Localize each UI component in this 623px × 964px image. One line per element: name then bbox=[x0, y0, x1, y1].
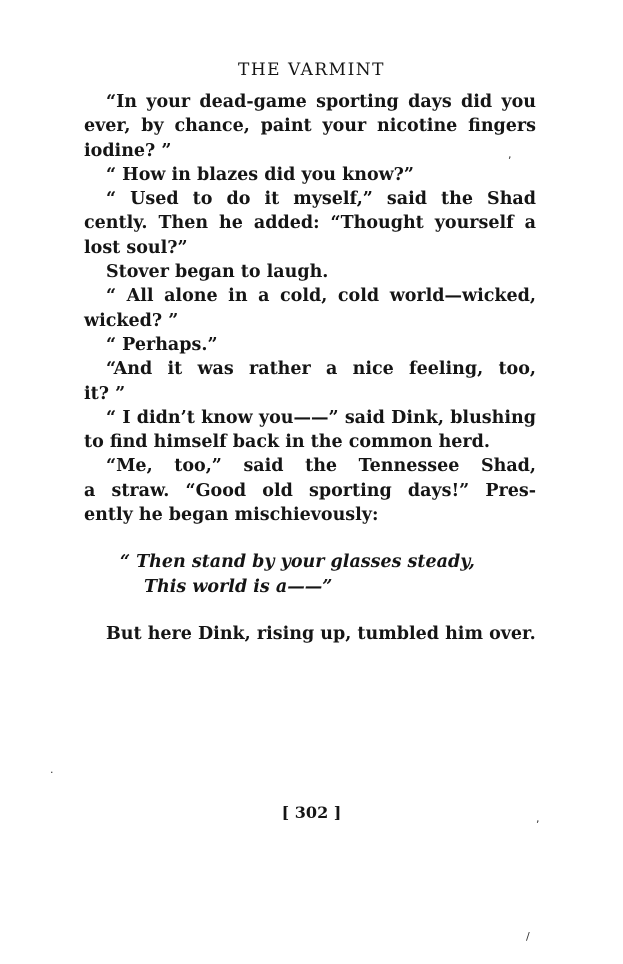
text-line: ever, by chance, paint your nicotine fingers bbox=[84, 116, 536, 137]
text-line: Stover began to laugh. bbox=[106, 262, 329, 283]
text-line: “ How in blazes did you know?” bbox=[106, 164, 415, 185]
text-line: lost soul?” bbox=[84, 237, 188, 258]
text-line: to find himself back in the common herd. bbox=[84, 432, 490, 453]
text-line: “ All alone in a cold, cold world—wicked, bbox=[106, 286, 536, 307]
verse-line: This world is a——” bbox=[144, 576, 333, 597]
text-line: “ Used to do it myself,” said the Shad bbox=[106, 189, 536, 210]
text-line: a straw. “Good old sporting days!” Pres- bbox=[84, 480, 536, 501]
text-line: “ I didn’t know you——” said Dink, blushing bbox=[106, 407, 536, 428]
text-line: “In your dead-game sporting days did you bbox=[106, 92, 536, 112]
scan-speck: , bbox=[536, 812, 540, 825]
text-line: wicked? ” bbox=[84, 310, 179, 331]
text-line: iodine? ” bbox=[84, 140, 172, 161]
text-line: “ Perhaps.” bbox=[106, 334, 218, 355]
body-text bbox=[84, 90, 536, 646]
scan-speck: , bbox=[508, 148, 512, 161]
text-line: “And it was rather a nice feeling, too, bbox=[106, 359, 536, 380]
text-line: it? ” bbox=[84, 383, 126, 404]
closing-line: But here Dink, rising up, tumbled him over. bbox=[106, 623, 536, 644]
text-line: “Me, too,” said the Tennessee Shad, bbox=[106, 456, 536, 477]
running-title: THE VARMINT bbox=[237, 60, 385, 80]
text-line: ently he began mischievously: bbox=[84, 505, 379, 526]
verse-line: “ Then stand by your glasses steady, bbox=[120, 552, 475, 573]
scan-speck: / bbox=[526, 930, 530, 943]
page-number: [ 302 ] bbox=[281, 803, 342, 822]
scan-speck: · bbox=[50, 766, 54, 779]
text-line: cently. Then he added: “Thought yourself a bbox=[84, 213, 536, 234]
